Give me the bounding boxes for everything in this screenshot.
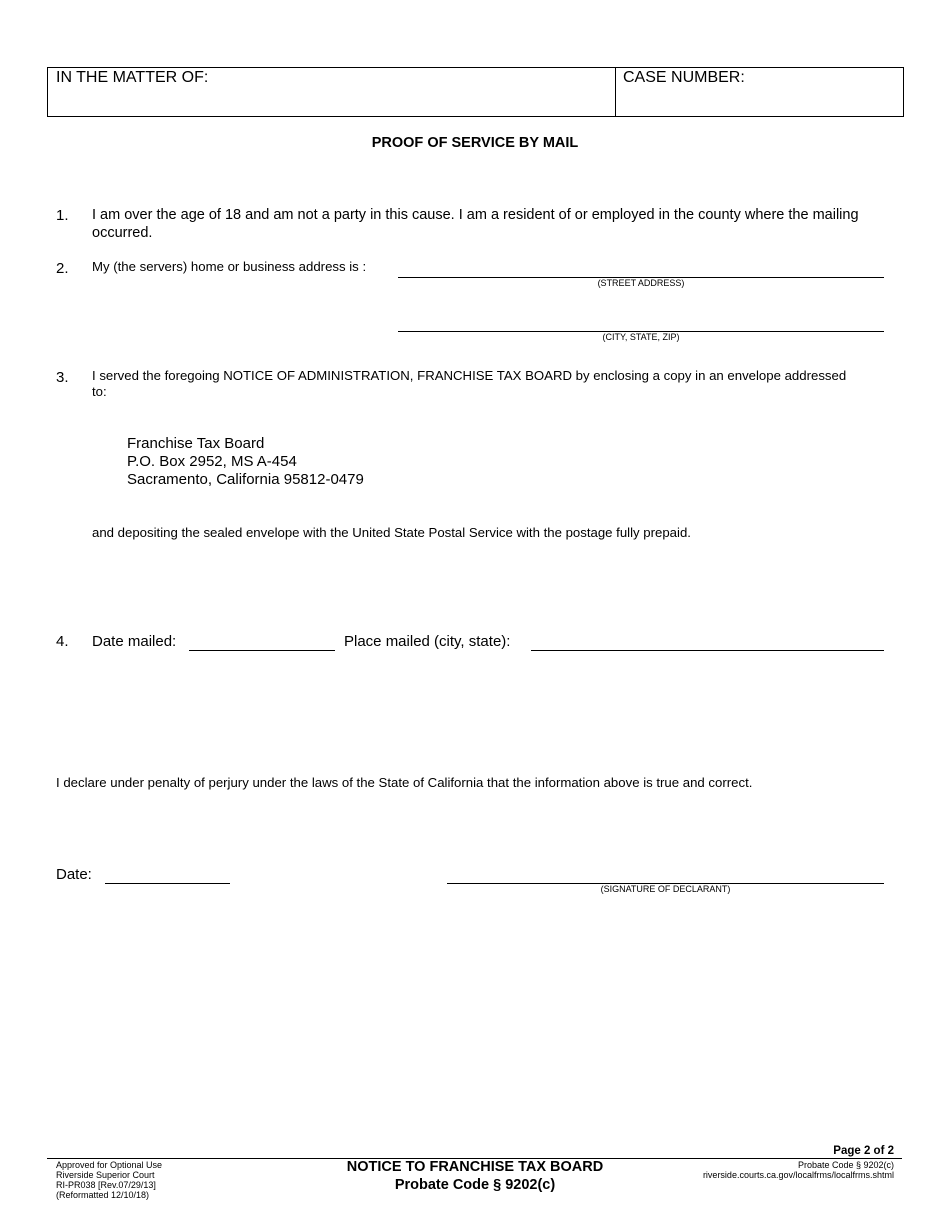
declaration-text: I declare under penalty of perjury under the laws of the State of California that the information above is true and correct.	[56, 775, 753, 790]
deposit-text: and depositing the sealed envelope with the United State Postal Service with the postage fully prepaid.	[92, 525, 691, 540]
date-line[interactable]	[105, 883, 230, 884]
footer-right	[703, 1160, 894, 1180]
date-mailed-label: Date mailed:	[92, 633, 177, 650]
item1-text: I am over the age of 18 and am not a party in this cause. I am a resident of or employed in the county where the mailing occurred.	[92, 207, 859, 241]
footer-approved: Approved for Optional Use	[56, 1160, 163, 1170]
item2-number: 2.	[56, 260, 69, 277]
footer-form-title: NOTICE TO FRANCHISE TAX BOARD	[346, 1159, 604, 1175]
footer-center	[300, 1158, 650, 1194]
place-mailed-line[interactable]	[531, 650, 884, 651]
footer-court: Riverside Superior Court	[56, 1170, 155, 1180]
form-title: PROOF OF SERVICE BY MAIL	[371, 135, 579, 151]
place-mailed-label: Place mailed (city, state):	[344, 633, 511, 650]
item3-text: I served the foregoing NOTICE OF ADMINISTRATION, FRANCHISE TAX BOARD by enclosing a copy in an envelope addressed to:	[92, 368, 847, 399]
footer-probate-code: Probate Code § 9202(c)	[797, 1160, 894, 1170]
street-address-caption: (STREET ADDRESS)	[597, 278, 685, 288]
footer-reformatted: (Reformatted 12/10/18)	[56, 1190, 150, 1200]
date-label: Date:	[56, 866, 92, 883]
matter-label: IN THE MATTER OF:	[56, 69, 209, 86]
item1-number: 1.	[56, 207, 69, 224]
page-number: Page 2 of 2	[833, 1145, 894, 1157]
caption-divider	[615, 68, 616, 116]
recipient-address	[127, 435, 364, 489]
address-line-2: P.O. Box 2952, MS A-454	[127, 453, 297, 470]
city-state-zip-caption: (CITY, STATE, ZIP)	[602, 332, 680, 342]
footer-url: riverside.courts.ca.gov/localfrms/localfrms.shtml	[702, 1170, 894, 1180]
footer-form-id: RI-PR038 [Rev.07/29/13]	[56, 1180, 156, 1190]
address-line-1: Franchise Tax Board	[127, 435, 265, 452]
footer-left	[56, 1160, 162, 1200]
footer-form-subtitle: Probate Code § 9202(c)	[394, 1177, 556, 1193]
item2-text: My (the servers) home or business address is :	[92, 259, 367, 274]
case-number-label: CASE NUMBER:	[623, 69, 745, 86]
address-line-3: Sacramento, California 95812-0479	[127, 471, 364, 488]
item4-number: 4.	[56, 633, 69, 650]
signature-caption: (SIGNATURE OF DECLARANT)	[600, 884, 731, 894]
caption-box	[47, 67, 904, 117]
date-mailed-line[interactable]	[189, 650, 335, 651]
item3-number: 3.	[56, 369, 69, 386]
